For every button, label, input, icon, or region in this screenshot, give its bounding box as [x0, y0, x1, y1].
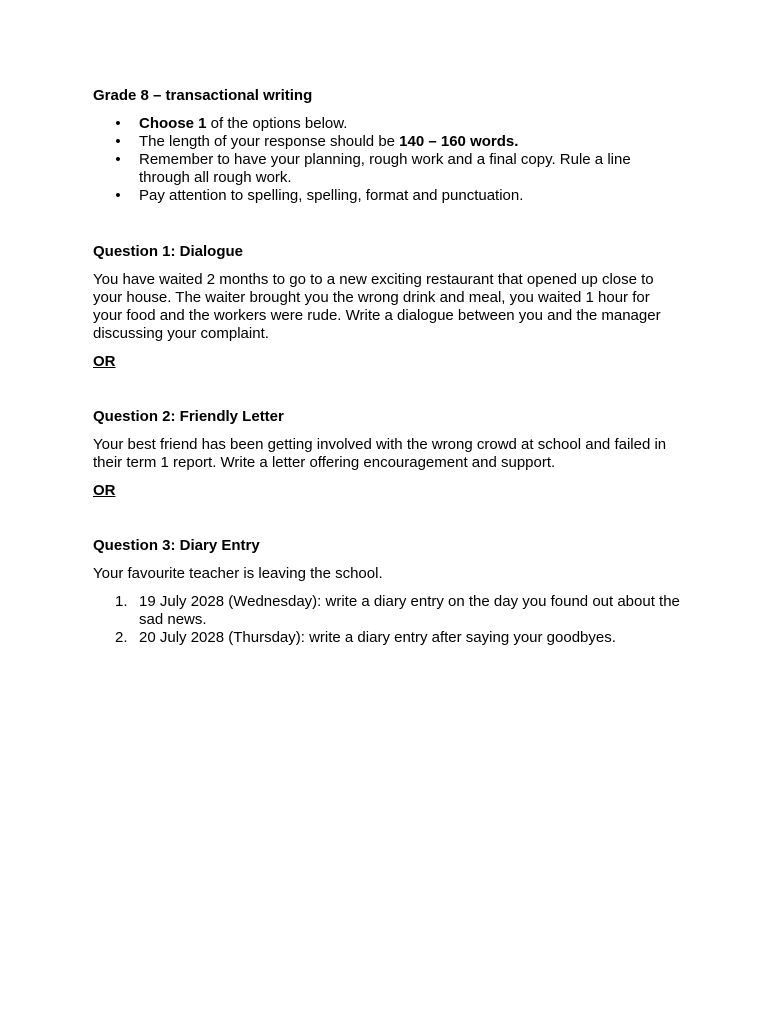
bullet-icon: • — [115, 133, 121, 150]
instruction-item — [93, 151, 683, 187]
entry-text: 19 July 2028 (Wednesday): write a diary entry on the day you found out about the sad news. — [139, 593, 680, 628]
bullet-icon: • — [115, 115, 121, 132]
question-3-text: Your favourite teacher is leaving the school. — [93, 565, 383, 582]
document-page — [93, 87, 683, 647]
instruction-text: The length of your response should be — [139, 133, 400, 150]
instruction-item — [93, 115, 683, 133]
instruction-item — [93, 187, 683, 205]
instruction-text: of the options below. — [206, 115, 348, 132]
diary-entries-list — [93, 593, 683, 647]
diary-entry-item — [93, 593, 683, 629]
question-2-section — [93, 408, 683, 500]
question-1-text: You have waited 2 months to go to a new exciting restaurant that opened up close to your house. The waiter brought you the wrong drink and meal, you waited 1 hour for your food and the workers were rude. Write a dialogue between you and the manager discussing your complaint. — [93, 271, 661, 342]
question-3-section — [93, 537, 683, 647]
instructions-list — [93, 115, 683, 205]
or-separator: OR — [93, 482, 116, 499]
instruction-bold-text: Choose 1 — [139, 115, 207, 132]
question-1-section — [93, 243, 683, 371]
entry-text: 20 July 2028 (Thursday): write a diary entry after saying your goodbyes. — [139, 629, 616, 646]
diary-entry-item — [93, 629, 683, 647]
instruction-text: Pay attention to spelling, spelling, format and punctuation. — [139, 187, 524, 204]
question-2-title: Question 2: Friendly Letter — [93, 408, 284, 425]
bullet-icon: • — [115, 151, 121, 168]
entry-number: 2. — [115, 629, 128, 646]
instruction-text: Remember to have your planning, rough work and a final copy. Rule a line through all rough work. — [139, 151, 631, 186]
question-1-title: Question 1: Dialogue — [93, 243, 244, 260]
or-separator: OR — [93, 353, 116, 370]
page-title: Grade 8 – transactional writing — [93, 87, 313, 104]
bullet-icon: • — [115, 187, 121, 204]
instruction-bold-text: 140 – 160 words. — [399, 133, 519, 150]
instruction-item — [93, 133, 683, 151]
question-2-text: Your best friend has been getting involved with the wrong crowd at school and failed in their term 1 report. Write a letter offering encouragement and support. — [93, 436, 667, 471]
entry-number: 1. — [115, 593, 128, 610]
question-3-title: Question 3: Diary Entry — [93, 537, 260, 554]
